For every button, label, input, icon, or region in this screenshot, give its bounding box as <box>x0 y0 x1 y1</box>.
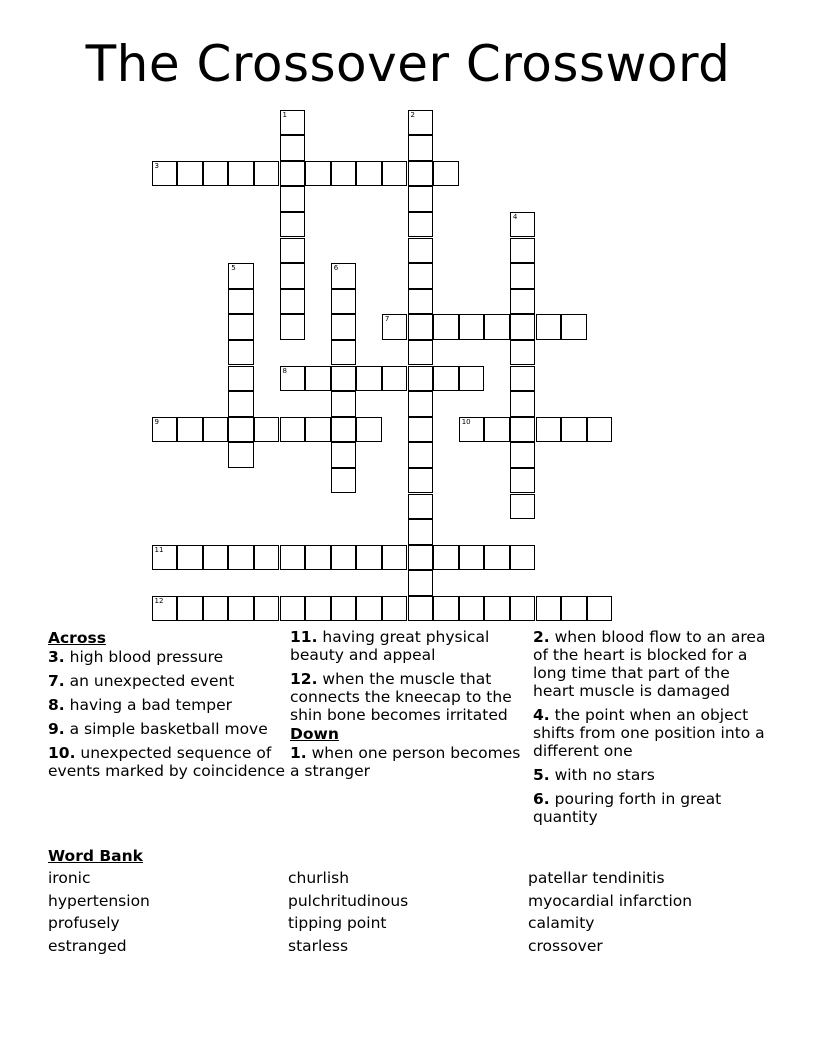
clue-number: 9. <box>48 720 65 738</box>
grid-cell[interactable] <box>305 161 331 187</box>
clue-across-7 <box>48 672 288 690</box>
grid-cell[interactable] <box>203 596 229 622</box>
grid-cell[interactable] <box>331 596 357 622</box>
grid-cell[interactable] <box>152 596 178 622</box>
clue-number: 6. <box>533 790 550 808</box>
grid-cell[interactable] <box>408 340 434 366</box>
grid-cell[interactable] <box>408 314 434 340</box>
clue-text: when blood flow to an area of the heart is blocked for a long time that part of the heart muscle is damaged <box>533 628 766 700</box>
grid-cell[interactable] <box>356 366 382 392</box>
grid-cell[interactable] <box>459 314 485 340</box>
grid-cell[interactable] <box>228 161 254 187</box>
grid-cell[interactable] <box>536 596 562 622</box>
grid-cell[interactable] <box>177 161 203 187</box>
grid-cell[interactable] <box>408 263 434 289</box>
grid-cell[interactable] <box>382 366 408 392</box>
clue-text: pouring forth in great quantity <box>533 790 722 826</box>
grid-cell[interactable] <box>459 596 485 622</box>
clue-number: 5. <box>533 766 550 784</box>
clues-column-3 <box>533 628 773 832</box>
grid-cell[interactable] <box>356 417 382 443</box>
word-bank-column <box>528 867 758 957</box>
grid-cell[interactable] <box>280 596 306 622</box>
grid-cell[interactable] <box>433 596 459 622</box>
clue-number: 1. <box>290 744 307 762</box>
grid-cell[interactable] <box>408 110 434 136</box>
grid-cell[interactable] <box>228 314 254 340</box>
grid-cell[interactable] <box>228 366 254 392</box>
grid-cell[interactable] <box>356 545 382 571</box>
clue-number: 7. <box>48 672 65 690</box>
word-bank-item: patellar tendinitis <box>528 869 665 887</box>
grid-cell[interactable] <box>280 135 306 161</box>
grid-cell[interactable] <box>228 263 254 289</box>
grid-cell[interactable] <box>280 289 306 315</box>
grid-cell[interactable] <box>331 314 357 340</box>
grid-cell[interactable] <box>280 212 306 238</box>
grid-cell[interactable] <box>228 391 254 417</box>
word-bank <box>48 845 788 955</box>
clues-column-2 <box>290 628 522 786</box>
grid-cell[interactable] <box>356 161 382 187</box>
word-bank-item: hypertension <box>48 891 150 910</box>
grid-cell[interactable] <box>408 468 434 494</box>
grid-cell[interactable] <box>408 570 434 596</box>
grid-cell[interactable] <box>331 468 357 494</box>
grid-cell[interactable] <box>228 340 254 366</box>
word-bank-item: calamity <box>528 914 595 932</box>
grid-cell[interactable] <box>305 366 331 392</box>
word-bank-item: profusely <box>48 914 120 932</box>
word-bank-item: estranged <box>48 936 127 955</box>
grid-cell[interactable] <box>561 417 587 443</box>
grid-cell[interactable] <box>331 289 357 315</box>
clue-across-3 <box>48 648 288 666</box>
clue-number-label: 4 <box>512 212 518 221</box>
grid-cell[interactable] <box>484 596 510 622</box>
grid-cell[interactable] <box>331 391 357 417</box>
grid-cell[interactable] <box>254 545 280 571</box>
grid-cell[interactable] <box>254 596 280 622</box>
grid-cell[interactable] <box>382 161 408 187</box>
grid-cell[interactable] <box>510 314 536 340</box>
grid-cell[interactable] <box>510 494 536 520</box>
clue-number-label: 11 <box>154 545 164 554</box>
grid-cell[interactable] <box>510 442 536 468</box>
grid-cell[interactable] <box>228 289 254 315</box>
grid-cell[interactable] <box>382 596 408 622</box>
clue-down-2 <box>533 628 773 700</box>
grid-cell[interactable] <box>280 110 306 136</box>
grid-cell[interactable] <box>510 596 536 622</box>
grid-cell[interactable] <box>331 442 357 468</box>
clue-across-8 <box>48 696 288 714</box>
grid-cell[interactable] <box>331 340 357 366</box>
clue-across-11 <box>290 628 522 664</box>
grid-cell[interactable] <box>408 186 434 212</box>
word-bank-heading: Word Bank <box>48 847 143 865</box>
grid-cell[interactable] <box>382 545 408 571</box>
clue-number-label: 8 <box>282 366 287 375</box>
clue-down-4 <box>533 706 773 760</box>
grid-cell[interactable] <box>510 391 536 417</box>
grid-cell[interactable] <box>433 161 459 187</box>
grid-cell[interactable] <box>510 289 536 315</box>
clue-text: an unexpected event <box>69 672 235 690</box>
clue-number: 11. <box>290 628 318 646</box>
word-bank-column <box>48 867 278 957</box>
grid-cell[interactable] <box>484 545 510 571</box>
grid-cell[interactable] <box>280 545 306 571</box>
clue-text: with no stars <box>554 766 655 784</box>
grid-cell[interactable] <box>408 442 434 468</box>
clue-number: 2. <box>533 628 550 646</box>
grid-cell[interactable] <box>408 417 434 443</box>
grid-cell[interactable] <box>408 212 434 238</box>
grid-cell[interactable] <box>484 314 510 340</box>
grid-cell[interactable] <box>408 289 434 315</box>
grid-cell[interactable] <box>408 494 434 520</box>
grid-cell[interactable] <box>510 545 536 571</box>
grid-cell[interactable] <box>280 238 306 264</box>
grid-cell[interactable] <box>536 314 562 340</box>
clue-text: high blood pressure <box>69 648 224 666</box>
clue-number-label: 12 <box>154 596 164 605</box>
grid-cell[interactable] <box>382 314 408 340</box>
grid-cell[interactable] <box>203 417 229 443</box>
grid-cell[interactable] <box>331 366 357 392</box>
grid-cell[interactable] <box>459 366 485 392</box>
clue-number-label: 7 <box>384 315 390 324</box>
grid-cell[interactable] <box>280 366 306 392</box>
grid-cell[interactable] <box>228 417 254 443</box>
word-bank-item: myocardial infarction <box>528 891 693 910</box>
grid-cell[interactable] <box>408 238 434 264</box>
grid-cell[interactable] <box>356 596 382 622</box>
grid-cell[interactable] <box>280 161 306 187</box>
grid-cell[interactable] <box>408 161 434 187</box>
grid-cell[interactable] <box>408 596 434 622</box>
page-title: The Crossover Crossword <box>85 35 731 93</box>
grid-cell[interactable] <box>280 314 306 340</box>
grid-cell[interactable] <box>254 161 280 187</box>
clue-across-12 <box>290 670 522 724</box>
clue-number-label: 6 <box>333 264 339 273</box>
grid-cell[interactable] <box>408 366 434 392</box>
grid-cell[interactable] <box>305 417 331 443</box>
grid-cell[interactable] <box>433 314 459 340</box>
grid-cell[interactable] <box>510 417 536 443</box>
clue-text: a simple basketball move <box>69 720 268 738</box>
clue-number-label: 3 <box>154 161 159 170</box>
clue-across-9 <box>48 720 288 738</box>
clue-down-6 <box>533 790 773 826</box>
grid-cell[interactable] <box>305 596 331 622</box>
grid-cell[interactable] <box>408 135 434 161</box>
word-bank-item: pulchritudinous <box>288 891 409 910</box>
clue-across-10 <box>48 744 288 780</box>
grid-cell[interactable] <box>280 186 306 212</box>
clue-number: 8. <box>48 696 65 714</box>
down-heading: Down <box>290 725 339 743</box>
across-heading: Across <box>48 629 106 647</box>
grid-cell[interactable] <box>433 366 459 392</box>
clue-down-5 <box>533 766 773 784</box>
grid-cell[interactable] <box>459 545 485 571</box>
clue-number-label: 10 <box>461 417 471 426</box>
clue-text: having great physical beauty and appeal <box>290 628 490 664</box>
grid-cell[interactable] <box>152 161 178 187</box>
clue-down-1 <box>290 744 522 780</box>
clue-text: when the muscle that connects the kneecap to the shin bone becomes irritated <box>290 670 512 724</box>
grid-cell[interactable] <box>177 596 203 622</box>
grid-cell[interactable] <box>228 442 254 468</box>
grid-cell[interactable] <box>305 545 331 571</box>
grid-cell[interactable] <box>408 391 434 417</box>
grid-cell[interactable] <box>331 263 357 289</box>
grid-cell[interactable] <box>152 417 178 443</box>
grid-cell[interactable] <box>433 545 459 571</box>
grid-cell[interactable] <box>331 417 357 443</box>
word-bank-item: ironic <box>48 869 91 887</box>
grid-cell[interactable] <box>459 417 485 443</box>
grid-cell[interactable] <box>331 161 357 187</box>
grid-cell[interactable] <box>484 417 510 443</box>
clue-number-label: 1 <box>282 110 287 119</box>
word-bank-item: churlish <box>288 869 350 887</box>
grid-cell[interactable] <box>280 417 306 443</box>
clue-number: 4. <box>533 706 550 724</box>
word-bank-column <box>288 867 518 957</box>
clues-column-1 <box>48 628 288 786</box>
grid-cell[interactable] <box>587 596 613 622</box>
clue-text: when one person becomes a stranger <box>290 744 521 780</box>
grid-cell[interactable] <box>510 238 536 264</box>
grid-cell[interactable] <box>561 314 587 340</box>
grid-cell[interactable] <box>152 545 178 571</box>
clue-text: having a bad temper <box>69 696 233 714</box>
grid-cell[interactable] <box>510 212 536 238</box>
grid-cell[interactable] <box>280 263 306 289</box>
grid-cell[interactable] <box>561 596 587 622</box>
clue-text: the point when an object shifts from one position into a different one <box>533 706 765 760</box>
clue-number-label: 5 <box>231 264 236 273</box>
grid-cell[interactable] <box>536 417 562 443</box>
grid-cell[interactable] <box>177 545 203 571</box>
grid-cell[interactable] <box>510 366 536 392</box>
word-bank-item: crossover <box>528 936 603 955</box>
grid-cell[interactable] <box>254 417 280 443</box>
grid-cell[interactable] <box>228 596 254 622</box>
clue-number: 3. <box>48 648 65 666</box>
grid-cell[interactable] <box>408 519 434 545</box>
clue-number: 12. <box>290 670 318 688</box>
clue-number-label: 9 <box>154 417 159 426</box>
clue-number-label: 2 <box>410 110 415 119</box>
grid-cell[interactable] <box>408 545 434 571</box>
grid-cell[interactable] <box>177 417 203 443</box>
grid-cell[interactable] <box>587 417 613 443</box>
clue-number: 10. <box>48 744 76 762</box>
word-bank-item: tipping point <box>288 914 387 932</box>
word-bank-item: starless <box>288 936 349 955</box>
grid-cell[interactable] <box>510 340 536 366</box>
grid-cell[interactable] <box>331 545 357 571</box>
grid-cell[interactable] <box>203 545 229 571</box>
grid-cell[interactable] <box>228 545 254 571</box>
grid-cell[interactable] <box>203 161 229 187</box>
grid-cell[interactable] <box>510 263 536 289</box>
clue-text: unexpected sequence of events marked by coincidence <box>48 744 286 780</box>
grid-cell[interactable] <box>510 468 536 494</box>
